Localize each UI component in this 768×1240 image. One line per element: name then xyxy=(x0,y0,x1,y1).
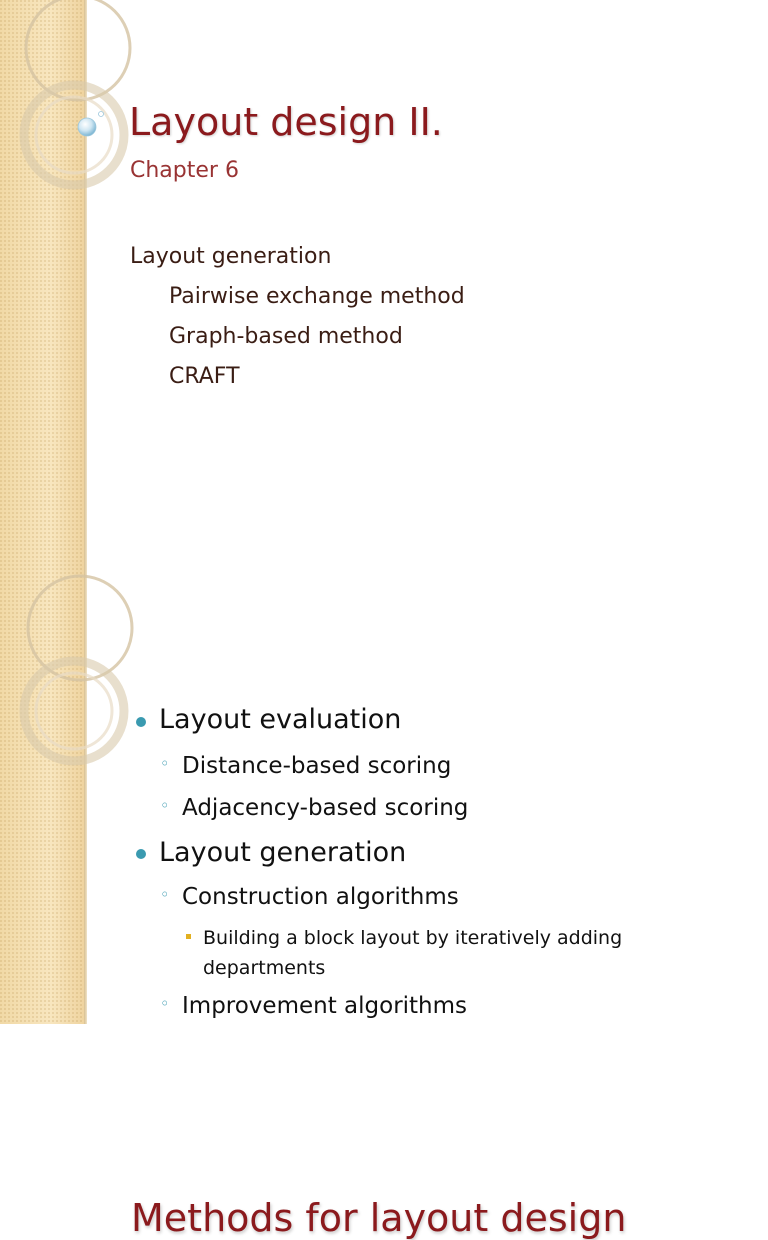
bullet-level-2: Improvement algorithms xyxy=(182,993,468,1019)
slide-subtitle: Chapter 6 xyxy=(130,158,239,183)
ring-bullet-icon: ◦ xyxy=(160,885,170,904)
bubble-icon xyxy=(74,108,108,142)
round-bullet-icon xyxy=(136,717,146,727)
slide-title: Layout design II. xyxy=(129,100,443,144)
bullet-level-2: Adjacency-based scoring xyxy=(182,795,469,821)
bullet-level-3: Building a block layout by iteratively adding departments xyxy=(203,927,623,979)
topic-item: Graph-based method xyxy=(169,324,403,349)
ring-bullet-icon: ◦ xyxy=(160,796,170,815)
topic-item: CRAFT xyxy=(169,364,240,389)
bullet-level-2: Construction algorithms xyxy=(182,884,459,910)
topic-item: Pairwise exchange method xyxy=(169,284,465,309)
bullet-level-1: Layout evaluation xyxy=(159,704,402,735)
round-bullet-icon xyxy=(136,849,146,859)
ring-bullet-icon: ◦ xyxy=(160,994,170,1013)
bullet-level-2: Distance-based scoring xyxy=(182,753,452,779)
ring-decoration-icon xyxy=(0,0,140,220)
slide-2 xyxy=(0,576,768,1240)
topic-heading: Layout generation xyxy=(130,244,332,269)
square-bullet-icon xyxy=(186,934,191,939)
topic-list xyxy=(130,243,465,403)
bullet-level-1: Layout generation xyxy=(159,837,407,868)
ring-decoration-icon xyxy=(0,576,140,796)
slide-1 xyxy=(0,0,768,576)
slide-title: Methods for layout design xyxy=(131,1196,627,1240)
ring-bullet-icon: ◦ xyxy=(160,754,170,773)
